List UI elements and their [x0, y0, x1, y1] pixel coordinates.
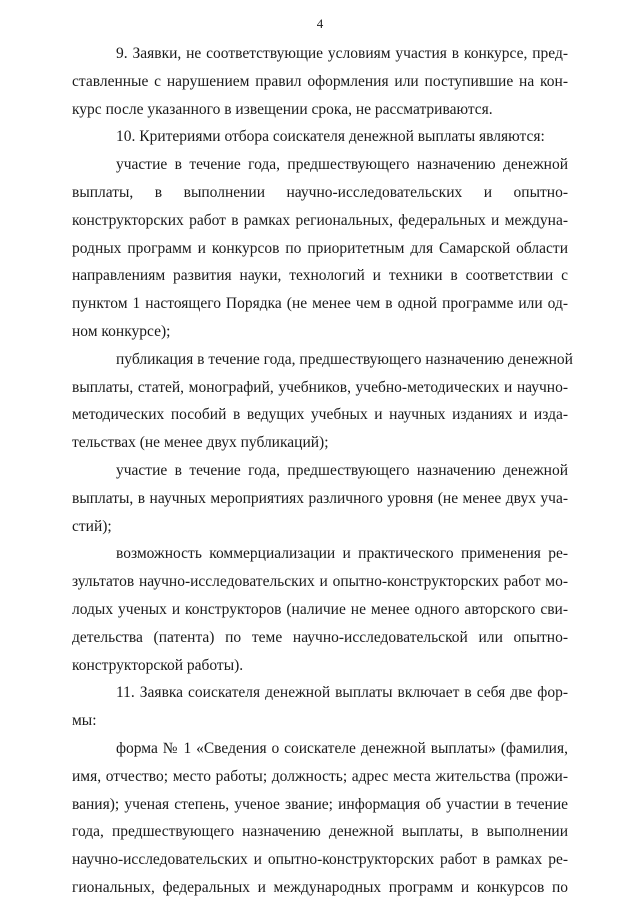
- text-line: вания); ученая степень, ученое звание; информация об участии в течение: [72, 796, 568, 813]
- text-line: лодых ученых и конструкторов (наличие не менее одного авторского сви-: [72, 601, 568, 618]
- page-number: 4: [316, 16, 324, 31]
- text-line: детельства (патента) по теме научно-исследовательской или опытно-: [72, 629, 568, 646]
- text-line: ном конкурсе);: [72, 323, 171, 340]
- text-line: 10. Критериями отбора соискателя денежной выплаты являются:: [116, 128, 545, 145]
- text-line: участие в течение года, предшествующего назначению денежной: [116, 156, 568, 173]
- text-line: форма № 1 «Сведения о соискателе денежной выплаты» (фамилия,: [116, 740, 568, 757]
- text-line: курс после указанного в извещении срока, не рассматриваются.: [72, 101, 493, 118]
- text-line: мы:: [72, 712, 97, 729]
- text-line: конструкторских работ в рамках региональных, федеральных и междуна-: [72, 212, 568, 229]
- text-line: года, предшествующего назначению денежной выплаты, в выполнении: [72, 823, 568, 840]
- text-line: 11. Заявка соискателя денежной выплаты включает в себя две фор-: [116, 684, 568, 701]
- text-line: ставленные с нарушением правил оформления или поступившие на кон-: [72, 73, 568, 90]
- text-line: возможность коммерциализации и практического применения ре-: [116, 545, 568, 562]
- text-line: научно-исследовательских и опытно-конструкторских работ в рамках ре-: [72, 851, 568, 868]
- text-line: пунктом 1 настоящего Порядка (не менее чем в одной программе или од-: [72, 295, 568, 312]
- text-line: публикация в течение года, предшествующего назначению денежной: [116, 351, 573, 368]
- text-line: родных программ и конкурсов по приоритетным для Самарской области: [72, 240, 568, 257]
- text-line: имя, отчество; место работы; должность; адрес места жительства (прожи-: [72, 768, 568, 785]
- text-line: зультатов научно-исследовательских и опытно-конструкторских работ мо-: [72, 573, 568, 590]
- text-line: тельствах (не менее двух публикаций);: [72, 434, 329, 451]
- text-line: методических пособий в ведущих учебных и научных изданиях и изда-: [72, 406, 568, 423]
- text-line: стий);: [72, 518, 112, 535]
- text-line: 9. Заявки, не соответствующие условиям участия в конкурсе, пред-: [116, 45, 568, 62]
- text-line: выплаты, в выполнении научно-исследовательских и опытно-: [72, 184, 568, 201]
- text-line: конструкторской работы).: [72, 657, 244, 674]
- text-line: направлениям развития науки, технологий и техники в соответствии с: [72, 267, 568, 284]
- text-line: гиональных, федеральных и международных программ и конкурсов по: [72, 879, 568, 896]
- text-line: выплаты, статей, монографий, учебников, учебно-методических и научно-: [72, 379, 568, 396]
- text-line: участие в течение года, предшествующего назначению денежной: [116, 462, 568, 479]
- text-line: выплаты, в научных мероприятиях различного уровня (не менее двух уча-: [72, 490, 568, 507]
